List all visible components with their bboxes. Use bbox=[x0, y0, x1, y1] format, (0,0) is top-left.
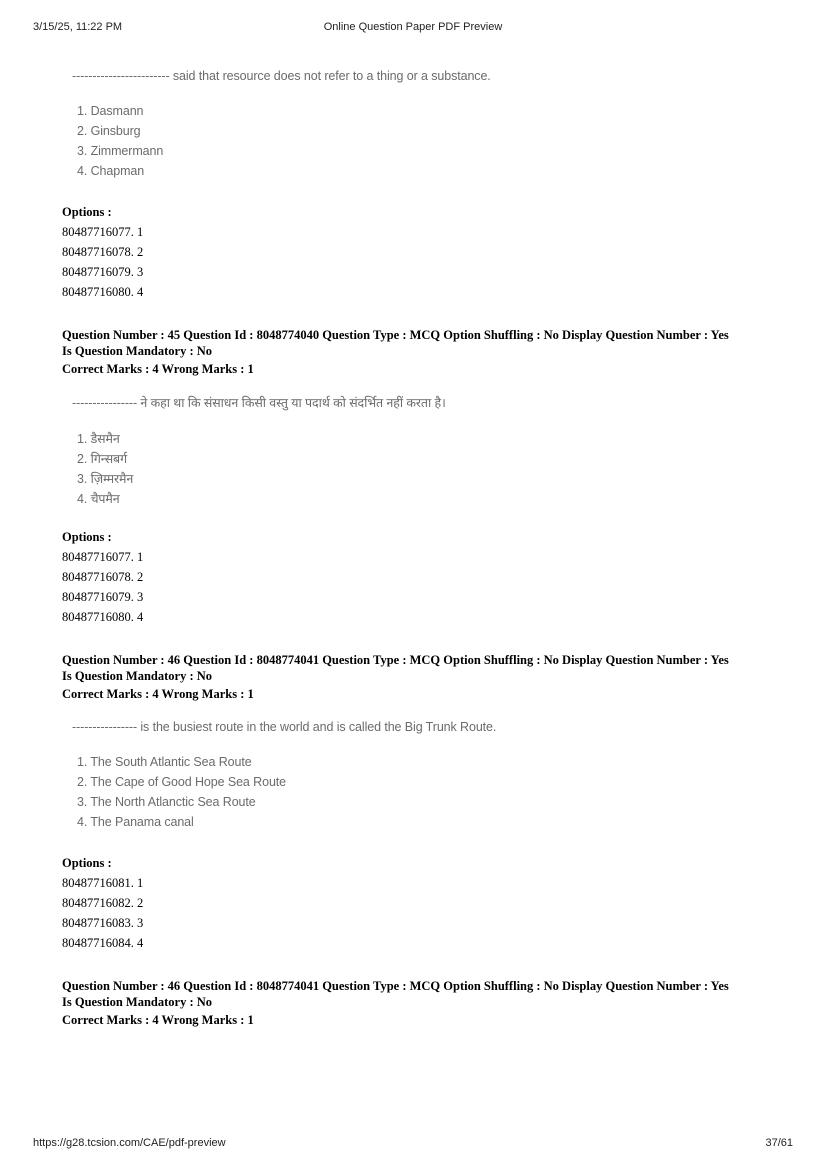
meta-marks: Correct Marks : 4 Wrong Marks : 1 bbox=[62, 687, 254, 701]
question-image bbox=[72, 394, 446, 509]
choice-item: 2. The Cape of Good Hope Sea Route bbox=[77, 775, 287, 789]
question-stem: ---------------- ने कहा था कि संसाधन किसी वस्तु या पदार्थ को संदर्भित नहीं करता है। bbox=[72, 396, 446, 410]
question-choices bbox=[72, 101, 491, 181]
question-image bbox=[72, 720, 496, 832]
choice-item: 1. The South Atlantic Sea Route bbox=[77, 755, 252, 769]
meta-marks: Correct Marks : 4 Wrong Marks : 1 bbox=[62, 1013, 254, 1027]
option-line: 80487716079. 3 bbox=[62, 265, 144, 279]
option-line: 80487716077. 1 bbox=[62, 225, 144, 239]
choice-item: 4. The Panama canal bbox=[77, 815, 194, 829]
option-line: 80487716078. 2 bbox=[62, 245, 144, 259]
option-line: 80487716077. 1 bbox=[62, 550, 144, 564]
choice-item: 2. गिन्सबर्ग bbox=[77, 452, 128, 466]
option-line: 80487716081. 1 bbox=[62, 876, 144, 890]
meta-line: Question Number : 45 Question Id : 8048774040 Question Type : MCQ Option Shuffling : No Display Question Number : Yes bbox=[62, 328, 729, 342]
options-title: Options : bbox=[62, 530, 112, 544]
choice-item: 1. डैसमैन bbox=[77, 432, 120, 446]
question-choices bbox=[72, 752, 496, 832]
question-meta bbox=[62, 652, 782, 702]
choice-item: 4. चैपमैन bbox=[77, 492, 120, 506]
choice-item: 4. Chapman bbox=[77, 164, 145, 178]
print-datetime: 3/15/25, 11:22 PM bbox=[33, 21, 123, 33]
question-meta bbox=[62, 327, 782, 377]
meta-line: Question Number : 46 Question Id : 8048774041 Question Type : MCQ Option Shuffling : No Display Question Number : Yes bbox=[62, 653, 729, 667]
options-title: Options : bbox=[62, 205, 112, 219]
meta-line: Is Question Mandatory : No bbox=[62, 995, 213, 1009]
option-line: 80487716082. 2 bbox=[62, 896, 144, 910]
question-stem: ------------------------ said that resource does not refer to a thing or a substance. bbox=[72, 69, 491, 83]
choice-item: 1. Dasmann bbox=[77, 104, 144, 118]
question-image bbox=[72, 69, 491, 181]
options-list bbox=[62, 203, 782, 302]
page-number: 37/61 bbox=[765, 1137, 793, 1149]
option-line: 80487716080. 4 bbox=[62, 285, 144, 299]
choice-item: 3. Zimmermann bbox=[77, 144, 164, 158]
choice-item: 3. ज़िम्मरमैन bbox=[77, 472, 134, 486]
option-line: 80487716079. 3 bbox=[62, 590, 144, 604]
option-line: 80487716078. 2 bbox=[62, 570, 144, 584]
question-meta bbox=[62, 978, 782, 1028]
meta-line: Is Question Mandatory : No bbox=[62, 669, 213, 683]
choice-item: 2. Ginsburg bbox=[77, 124, 141, 138]
option-line: 80487716083. 3 bbox=[62, 916, 144, 930]
choice-item: 3. The North Atlanctic Sea Route bbox=[77, 795, 256, 809]
page-title: Online Question Paper PDF Preview bbox=[323, 21, 503, 33]
options-list bbox=[62, 528, 782, 627]
question-stem: ---------------- is the busiest route in the world and is called the Big Trunk Route. bbox=[72, 720, 497, 734]
meta-line: Question Number : 46 Question Id : 8048774041 Question Type : MCQ Option Shuffling : No Display Question Number : Yes bbox=[62, 979, 729, 993]
option-line: 80487716080. 4 bbox=[62, 610, 144, 624]
page-url: https://g28.tcsion.com/CAE/pdf-preview bbox=[33, 1137, 226, 1149]
option-line: 80487716084. 4 bbox=[62, 936, 144, 950]
meta-line: Is Question Mandatory : No bbox=[62, 344, 213, 358]
options-list bbox=[62, 854, 782, 953]
options-title: Options : bbox=[62, 856, 112, 870]
question-choices bbox=[72, 429, 446, 509]
meta-marks: Correct Marks : 4 Wrong Marks : 1 bbox=[62, 362, 254, 376]
